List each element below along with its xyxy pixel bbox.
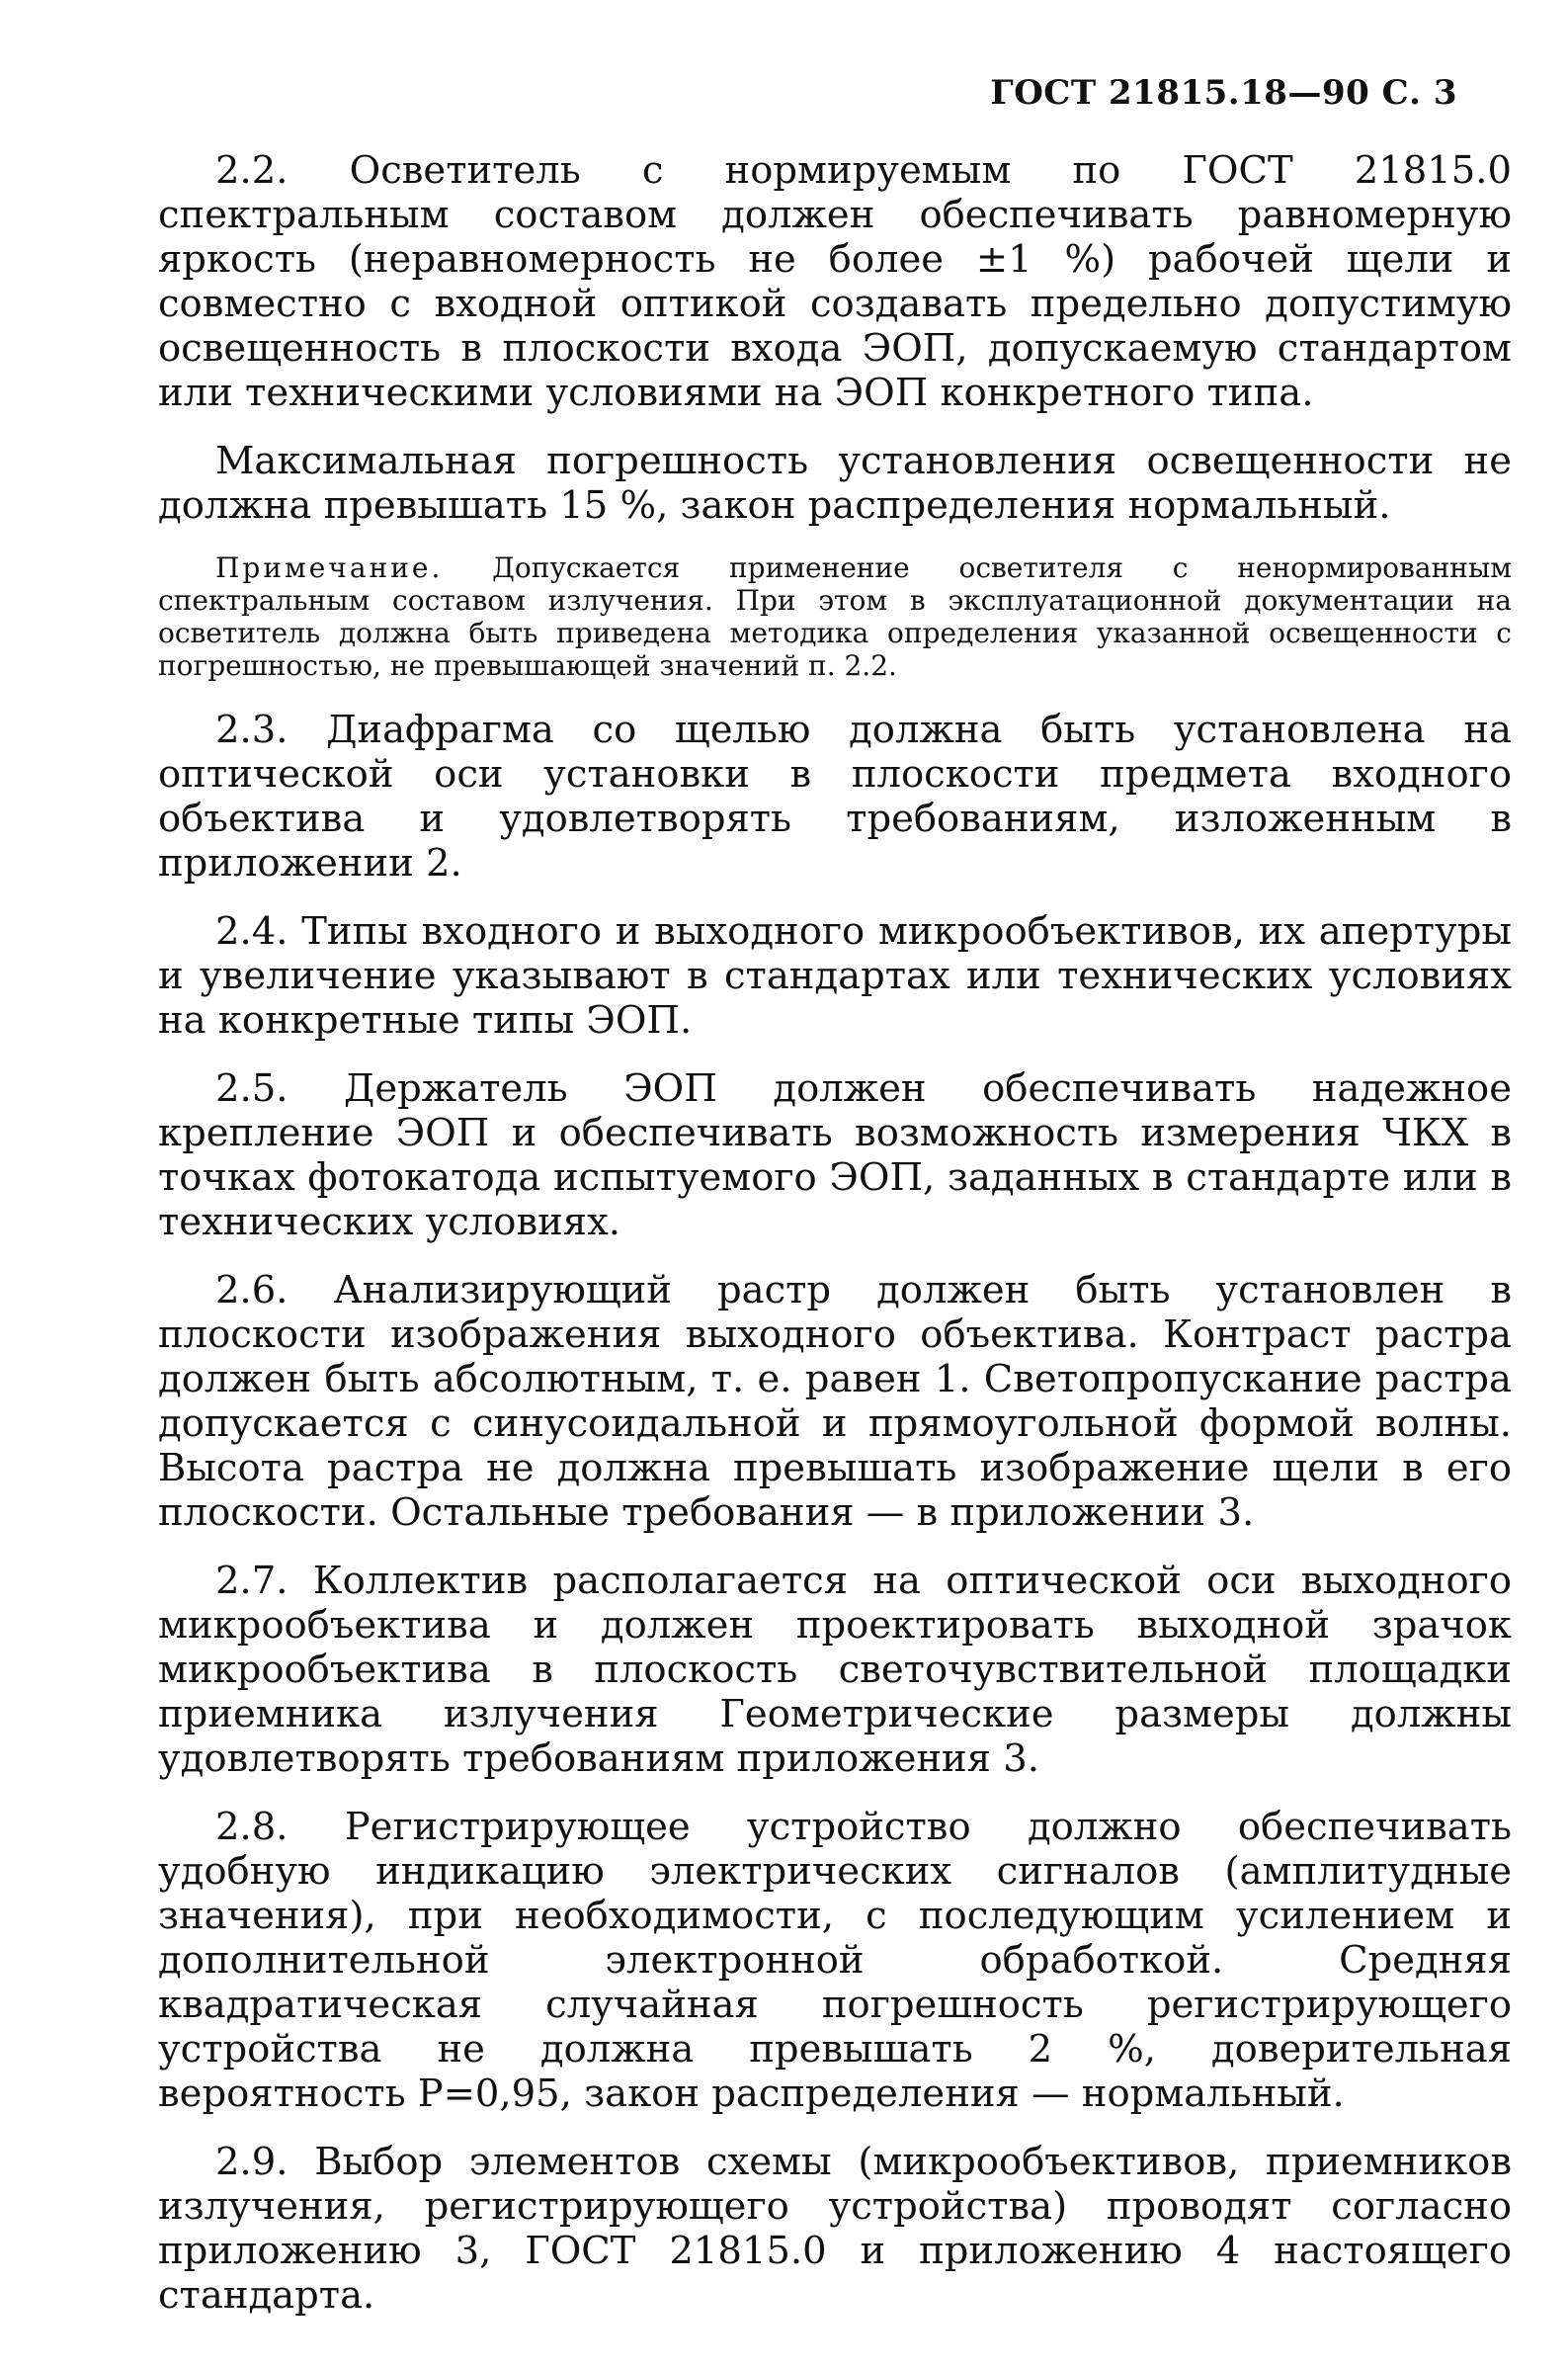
paragraph-2-4: 2.4. Типы входного и выходного микрообъективов, их апертуры и увеличение указывают в стандартах или технических условиях на конкретные типы ЭОП. [158, 909, 1512, 1043]
document-body [158, 148, 1512, 2341]
paragraph-2-9: 2.9. Выбор элементов схемы (микрообъективов, приемников излучения, регистрирующего устройства) проводят согласно приложению 3, ГОСТ 21815.0 и приложению 4 настоящего стандарта. [158, 2140, 1512, 2318]
note [158, 551, 1512, 682]
paragraph-2-2-error: Максимальная погрешность установления освещенности не должна превышать 15 %, закон распределения нормальный. [158, 439, 1512, 528]
paragraph-2-6: 2.6. Анализирующий растр должен быть установлен в плоскости изображения выходного объектива. Контраст растра должен быть абсолютным, т. е. равен 1. Светопропускание растра допускается с синусоидальной и прямоугольной формой волны. Высота растра не должна превышать изображение щели в его плоскости. Остальные требования — в приложении 3. [158, 1268, 1512, 1535]
paragraph-2-7: 2.7. Коллектив располагается на оптической оси выходного микрообъектива и должен проектировать выходной зрачок микрообъектива в плоскость светочувствительной площадки приемника излучения Геометрические размеры должны удовлетворять требованиям приложения 3. [158, 1559, 1512, 1781]
paragraph-2-8: 2.8. Регистрирующее устройство должно обеспечивать удобную индикацию электрических сигналов (амплитудные значения), при необходимости, с последующим усилением и дополнительной электронной обработкой. Средняя квадратическая случайная погрешность регистрирующего устройства не должна превышать 2 %, доверительная вероятность P=0,95, закон распределения — нормальный. [158, 1805, 1512, 2116]
paragraph-2-5: 2.5. Держатель ЭОП должен обеспечивать надежное крепление ЭОП и обеспечивать возможность измерения ЧКХ в точках фотокатода испытуемого ЭОП, заданных в стандарте или в технических условиях. [158, 1066, 1512, 1244]
page-header: ГОСТ 21815.18—90 С. 3 [990, 73, 1457, 113]
paragraph-2-2: 2.2. Осветитель с нормируемым по ГОСТ 21815.0 спектральным составом должен обеспечивать равномерную яркость (неравномерность не более ±1 %) рабочей щели и совместно с входной оптикой создавать предельно допустимую освещенность в плоскости входа ЭОП, допускаемую стандартом или техническими условиями на ЭОП конкретного типа. [158, 148, 1512, 415]
paragraph-2-3: 2.3. Диафрагма со щелью должна быть установлена на оптической оси установки в плоскости предмета входного объектива и удовлетворять требованиям, изложенным в приложении 2. [158, 708, 1512, 886]
note-label: Примечание. [215, 551, 444, 584]
note-text: Допускается применение осветителя с ненормированным спектральным составом излучения. При этом в эксплуатационной документации на осветитель должна быть приведена методика определения указанной освещенности с погрешностью, не превышающей значений п. 2.2. [158, 551, 1513, 682]
